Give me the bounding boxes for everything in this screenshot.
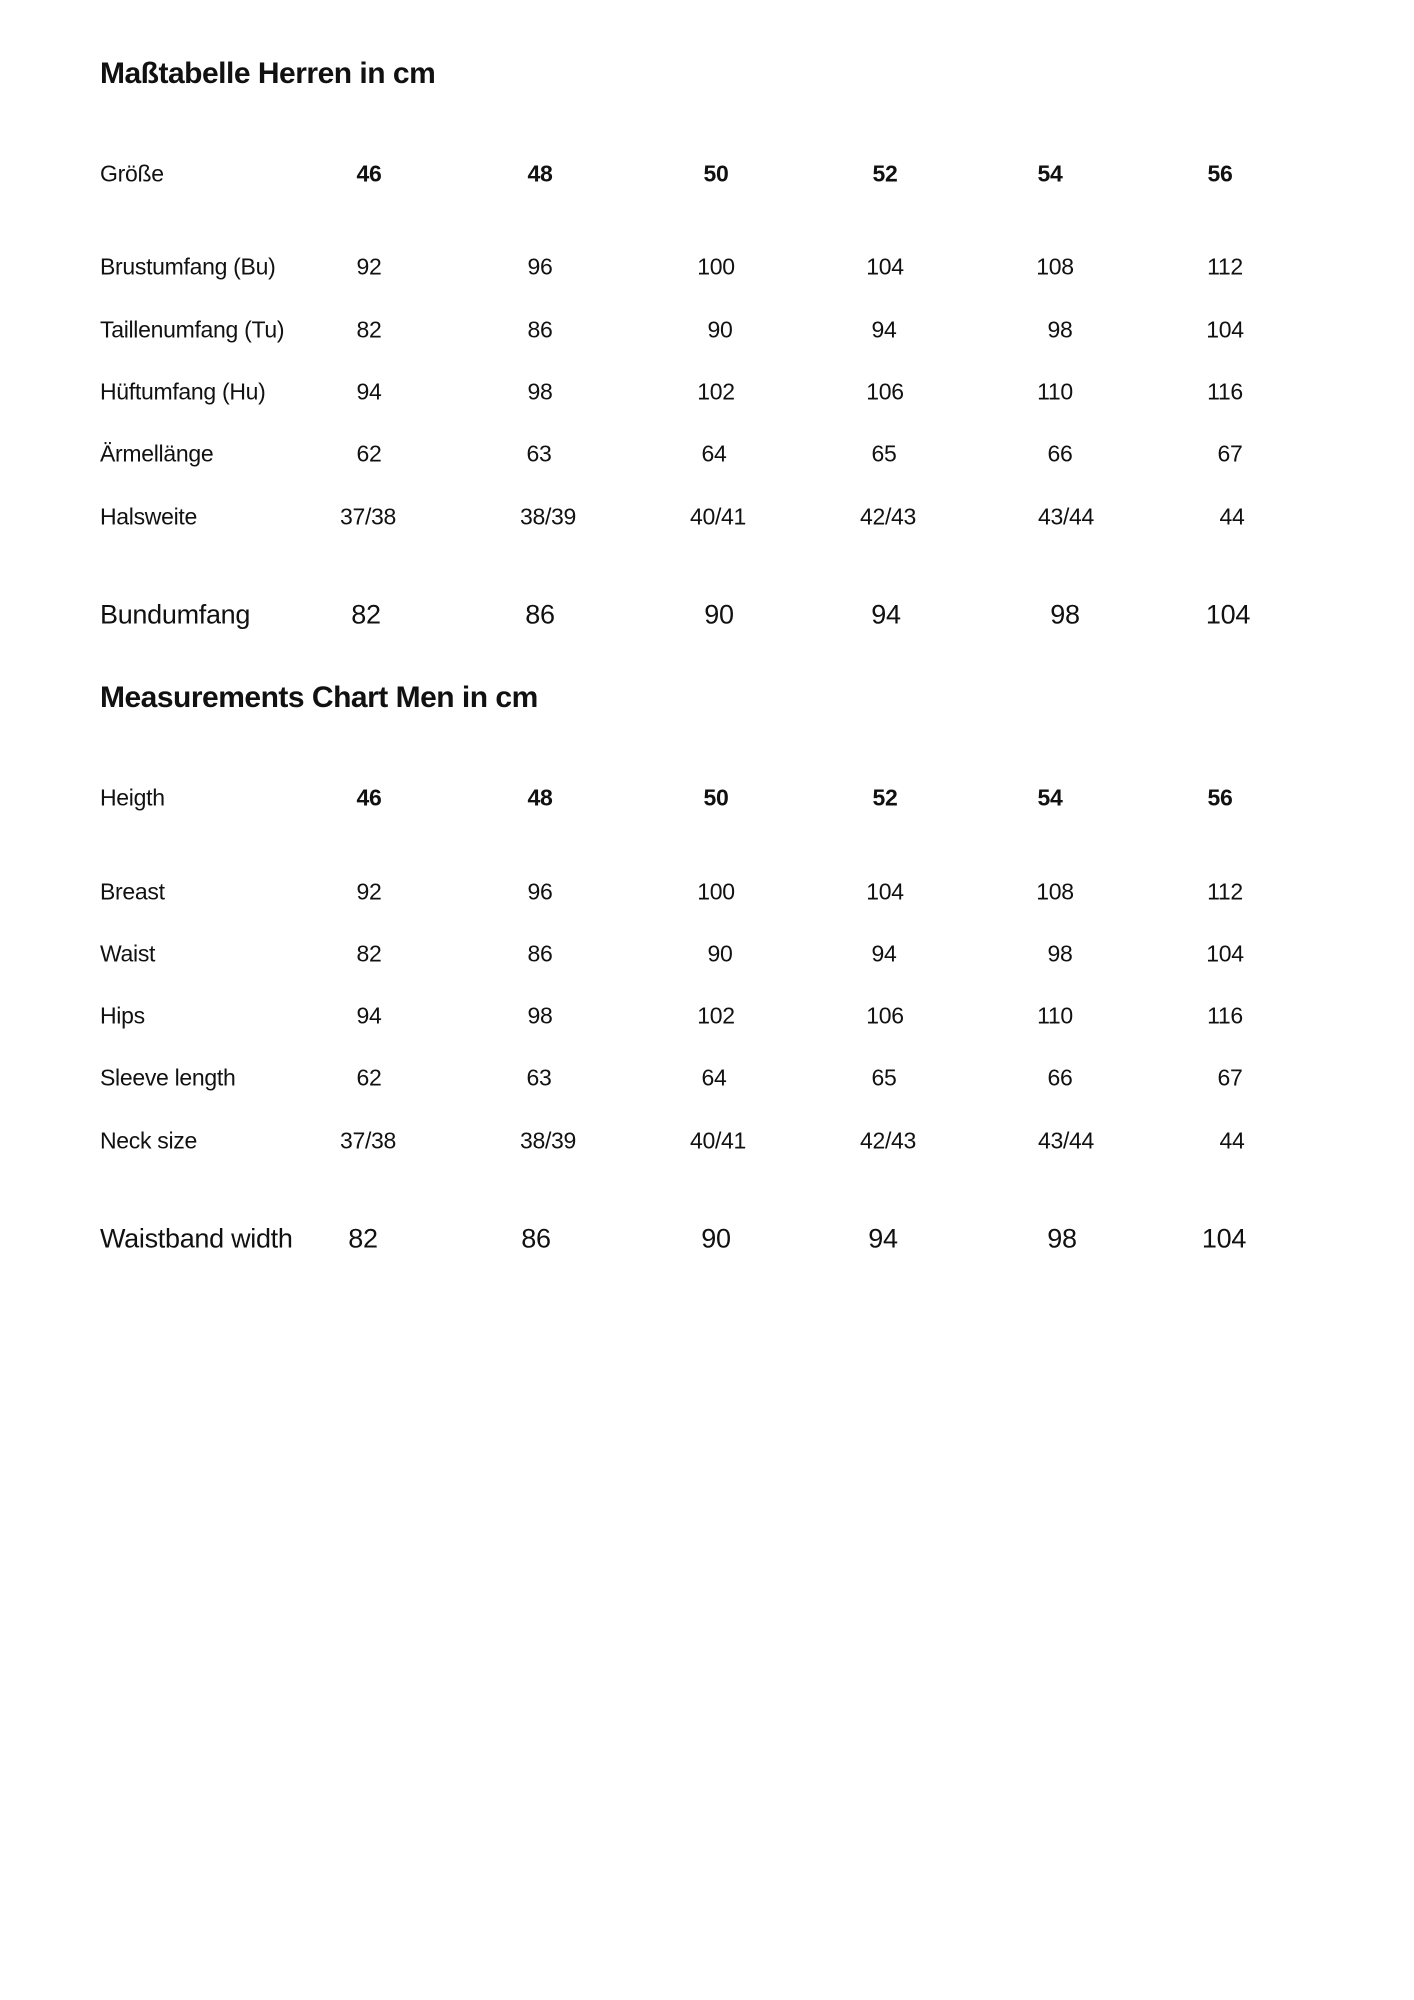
value-cell: 106 — [866, 1002, 904, 1029]
value-cell: 65 — [871, 1064, 897, 1091]
value-cell: 37/38 — [339, 503, 397, 530]
value-cell: 116 — [1207, 1002, 1243, 1029]
value-cell: 65 — [871, 440, 897, 467]
value-cell: 62 — [356, 1064, 382, 1091]
value-cell: 82 — [356, 316, 382, 343]
value-cell: 104 — [866, 878, 904, 905]
value-cell: 100 — [697, 253, 735, 280]
row-label: Sleeve length — [100, 1064, 236, 1091]
value-cell: 96 — [527, 253, 553, 280]
size-cell: 54 — [1037, 784, 1063, 811]
value-cell: 82 — [356, 940, 382, 967]
value-cell: 64 — [701, 440, 727, 467]
row-label: Neck size — [100, 1127, 197, 1154]
value-cell: 42/43 — [859, 1127, 917, 1154]
header-label: Heigth — [100, 784, 165, 811]
value-cell: 90 — [707, 940, 733, 967]
value-cell: 96 — [527, 878, 553, 905]
value-cell: 92 — [356, 878, 382, 905]
value-cell: 98 — [1047, 940, 1073, 967]
value-cell: 86 — [527, 940, 553, 967]
value-cell: 104 — [1201, 1223, 1247, 1254]
value-cell: 44 — [1219, 503, 1245, 530]
value-cell: 110 — [1037, 1002, 1073, 1029]
value-cell: 94 — [868, 1223, 898, 1254]
value-cell: 108 — [1036, 878, 1074, 905]
value-cell: 66 — [1047, 1064, 1073, 1091]
size-cell: 50 — [703, 784, 729, 811]
value-cell: 90 — [704, 599, 734, 630]
row-label: Breast — [100, 878, 165, 905]
row-label: Hüftumfang (Hu) — [100, 378, 266, 405]
value-cell: 116 — [1207, 378, 1243, 405]
value-cell: 110 — [1037, 378, 1073, 405]
value-cell: 38/39 — [519, 503, 577, 530]
header-label: Größe — [100, 160, 164, 187]
value-cell: 98 — [1047, 316, 1073, 343]
value-cell: 86 — [525, 599, 555, 630]
row-label: Waist — [100, 940, 156, 967]
value-cell: 37/38 — [339, 1127, 397, 1154]
value-cell: 98 — [527, 378, 553, 405]
value-cell: 86 — [521, 1223, 551, 1254]
value-cell: 94 — [356, 378, 382, 405]
value-cell: 104 — [1206, 940, 1244, 967]
value-cell: 112 — [1207, 253, 1243, 280]
value-cell: 98 — [527, 1002, 553, 1029]
size-cell: 52 — [872, 784, 898, 811]
row-label: Waistband width — [100, 1223, 293, 1254]
value-cell: 92 — [356, 253, 382, 280]
value-cell: 82 — [351, 599, 381, 630]
value-cell: 64 — [701, 1064, 727, 1091]
size-cell: 54 — [1037, 160, 1063, 187]
row-label: Ärmellänge — [100, 440, 214, 467]
row-label: Hips — [100, 1002, 145, 1029]
value-cell: 82 — [348, 1223, 378, 1254]
value-cell: 112 — [1207, 878, 1243, 905]
row-label: Bundumfang — [100, 599, 251, 630]
value-cell: 94 — [871, 940, 897, 967]
value-cell: 94 — [871, 316, 897, 343]
value-cell: 67 — [1217, 1064, 1243, 1091]
value-cell: 94 — [871, 599, 901, 630]
size-cell: 46 — [356, 160, 382, 187]
value-cell: 44 — [1219, 1127, 1245, 1154]
value-cell: 40/41 — [689, 1127, 747, 1154]
value-cell: 104 — [1206, 316, 1244, 343]
value-cell: 63 — [526, 440, 552, 467]
table-title-de: Maßtabelle Herren in cm — [100, 57, 436, 90]
size-cell: 48 — [527, 784, 553, 811]
value-cell: 86 — [527, 316, 553, 343]
value-cell: 98 — [1047, 1223, 1077, 1254]
value-cell: 38/39 — [519, 1127, 577, 1154]
size-cell: 56 — [1207, 784, 1233, 811]
value-cell: 63 — [526, 1064, 552, 1091]
row-label: Taillenumfang (Tu) — [100, 316, 285, 343]
row-label: Brustumfang (Bu) — [100, 253, 276, 280]
row-label: Halsweite — [100, 503, 198, 530]
value-cell: 104 — [866, 253, 904, 280]
size-cell: 56 — [1207, 160, 1233, 187]
size-cell: 48 — [527, 160, 553, 187]
value-cell: 40/41 — [689, 503, 747, 530]
value-cell: 43/44 — [1037, 1127, 1095, 1154]
value-cell: 66 — [1047, 440, 1073, 467]
value-cell: 98 — [1050, 599, 1080, 630]
value-cell: 102 — [697, 378, 735, 405]
value-cell: 94 — [356, 1002, 382, 1029]
size-cell: 52 — [872, 160, 898, 187]
value-cell: 90 — [701, 1223, 731, 1254]
value-cell: 43/44 — [1037, 503, 1095, 530]
value-cell: 104 — [1205, 599, 1251, 630]
value-cell: 106 — [866, 378, 904, 405]
value-cell: 102 — [697, 1002, 735, 1029]
size-cell: 50 — [703, 160, 729, 187]
size-cell: 46 — [356, 784, 382, 811]
value-cell: 67 — [1217, 440, 1243, 467]
value-cell: 42/43 — [859, 503, 917, 530]
table-title-en: Measurements Chart Men in cm — [100, 681, 538, 714]
value-cell: 62 — [356, 440, 382, 467]
value-cell: 90 — [707, 316, 733, 343]
value-cell: 108 — [1036, 253, 1074, 280]
value-cell: 100 — [697, 878, 735, 905]
